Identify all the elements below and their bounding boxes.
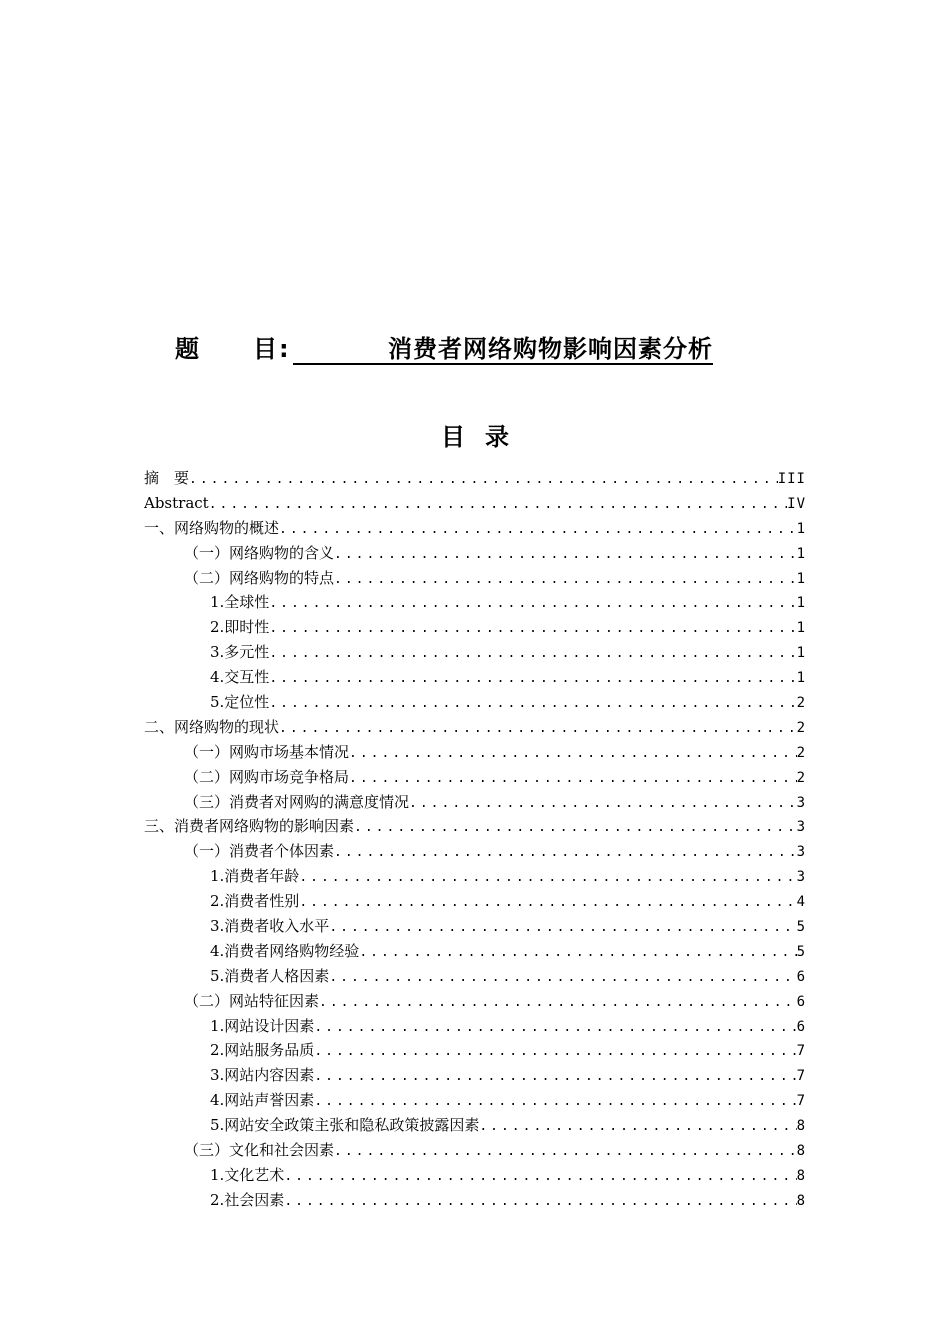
toc-entry-label: 4.交互性 (210, 668, 270, 687)
toc-entry-label: 1.文化艺术 (210, 1165, 285, 1184)
toc-entry-page-number: IV (787, 495, 806, 512)
table-of-contents (144, 466, 806, 1213)
toc-entry-page-number: 6 (796, 1018, 806, 1035)
toc-dot-leader (189, 468, 778, 491)
toc-entry[interactable] (144, 864, 806, 889)
toc-entry-label: 摘 要 (144, 469, 190, 487)
toc-entry[interactable] (144, 1163, 806, 1188)
toc-entry-page-number: 1 (796, 645, 806, 662)
toc-entry-label: （二）网络购物的特点 (184, 568, 335, 587)
toc-dot-leader (479, 1115, 796, 1138)
toc-entry-label: 3.网站内容因素 (210, 1066, 315, 1085)
toc-entry-label: 4.消费者网络购物经验 (210, 941, 360, 960)
toc-entry[interactable] (144, 1088, 806, 1113)
toc-dot-leader (409, 792, 797, 815)
toc-entry-page-number: III (777, 471, 806, 487)
toc-entry-page-number: 5 (796, 943, 806, 960)
toc-dot-leader (354, 816, 797, 839)
toc-entry[interactable] (144, 615, 806, 640)
toc-entry[interactable] (144, 715, 806, 740)
toc-dot-leader (319, 991, 797, 1014)
toc-dot-leader (269, 592, 796, 615)
toc-entry-page-number: 8 (796, 1118, 806, 1135)
toc-dot-leader (269, 692, 796, 715)
toc-dot-leader (349, 767, 797, 790)
toc-entry[interactable] (144, 765, 806, 790)
toc-entry-label: 5.消费者人格因素 (210, 966, 330, 985)
toc-entry[interactable] (144, 939, 806, 964)
toc-entry[interactable] (144, 814, 806, 839)
toc-entry-page-number: 1 (796, 670, 806, 687)
toc-entry[interactable] (144, 964, 806, 989)
toc-entry[interactable] (144, 466, 806, 491)
toc-entry-page-number: 1 (796, 620, 806, 637)
toc-entry-page-number: 3 (796, 819, 806, 836)
toc-entry-label: 2.消费者性别 (210, 892, 300, 911)
toc-entry[interactable] (144, 640, 806, 665)
toc-entry-label: （一）网购市场基本情况 (184, 742, 350, 761)
toc-entry-label: 3.消费者收入水平 (210, 917, 330, 936)
toc-entry-label: Abstract (144, 493, 209, 512)
toc-entry[interactable] (144, 839, 806, 864)
toc-entry-label: 3.多元性 (210, 643, 270, 662)
toc-entry-page-number: 3 (796, 794, 806, 811)
toc-entry-page-number: 4 (796, 894, 806, 911)
title-label-part-b: 目: (253, 335, 291, 363)
toc-entry-page-number: 2 (796, 744, 806, 761)
toc-entry-page-number: 1 (796, 595, 806, 612)
toc-entry[interactable] (144, 590, 806, 615)
toc-dot-leader (349, 742, 797, 765)
toc-dot-leader (284, 1190, 796, 1213)
toc-entry-page-number: 6 (796, 993, 806, 1010)
toc-entry-label: 1.网站设计因素 (210, 1016, 315, 1035)
toc-dot-leader (314, 1016, 796, 1039)
thesis-title-line (175, 332, 713, 366)
toc-dot-leader (269, 667, 796, 690)
toc-entry-label: （一）网络购物的含义 (184, 543, 335, 562)
toc-entry[interactable] (144, 516, 806, 541)
toc-dot-leader (299, 866, 796, 889)
toc-dot-leader (279, 518, 797, 541)
toc-dot-leader (269, 617, 796, 640)
toc-entry-label: 4.网站声誉因素 (210, 1091, 315, 1110)
toc-entry[interactable] (144, 541, 806, 566)
toc-entry-label: （二）网购市场竞争格局 (184, 767, 350, 786)
toc-entry[interactable] (144, 1188, 806, 1213)
toc-entry-page-number: 6 (796, 968, 806, 985)
toc-entry-label: 二、网络购物的现状 (144, 717, 280, 736)
toc-entry-label: 5.定位性 (210, 693, 270, 712)
toc-entry[interactable] (144, 491, 806, 516)
toc-dot-leader (334, 841, 797, 864)
toc-entry-label: 1.全球性 (210, 593, 270, 612)
toc-dot-leader (284, 1165, 796, 1188)
toc-entry[interactable] (144, 1014, 806, 1039)
thesis-title-label (175, 332, 293, 366)
toc-dot-leader (279, 717, 797, 740)
toc-dot-leader (314, 1065, 796, 1088)
toc-dot-leader (299, 891, 796, 914)
toc-entry-page-number: 2 (796, 719, 806, 736)
toc-entry-page-number: 3 (796, 869, 806, 886)
toc-entry[interactable] (144, 989, 806, 1014)
toc-entry-label: 2.社会因素 (210, 1190, 285, 1209)
toc-dot-leader (314, 1040, 796, 1063)
toc-heading: 目录 (441, 423, 529, 451)
toc-entry-page-number: 7 (796, 1068, 806, 1085)
title-label-part-a: 题 (175, 335, 201, 363)
toc-entry[interactable] (144, 740, 806, 765)
toc-dot-leader (329, 916, 796, 939)
toc-entry[interactable] (144, 1113, 806, 1138)
toc-entry-page-number: 8 (796, 1167, 806, 1184)
toc-entry-label: （二）网站特征因素 (184, 991, 320, 1010)
toc-entry-page-number: 2 (796, 695, 806, 712)
toc-entry-page-number: 1 (796, 570, 806, 587)
toc-entry-label: （三）文化和社会因素 (184, 1141, 335, 1160)
toc-entry[interactable] (144, 1038, 806, 1063)
toc-entry[interactable] (144, 665, 806, 690)
toc-entry-page-number: 1 (796, 520, 806, 537)
toc-entry[interactable] (144, 790, 806, 815)
toc-entry[interactable] (144, 914, 806, 939)
toc-entry-label: （三）消费者对网购的满意度情况 (184, 792, 410, 811)
toc-dot-leader (334, 568, 797, 591)
toc-entry[interactable] (144, 889, 806, 914)
toc-entry-label: 2.网站服务品质 (210, 1041, 315, 1060)
toc-entry[interactable] (144, 566, 806, 591)
toc-entry-label: 一、网络购物的概述 (144, 518, 280, 537)
toc-dot-leader (359, 941, 796, 964)
toc-entry-page-number: 8 (796, 1143, 806, 1160)
toc-entry-page-number: 7 (796, 1043, 806, 1060)
toc-entry-page-number: 7 (796, 1093, 806, 1110)
toc-entry-label: 5.网站安全政策主张和隐私政策披露因素 (210, 1116, 480, 1135)
toc-entry-page-number: 2 (796, 769, 806, 786)
toc-entry[interactable] (144, 690, 806, 715)
toc-dot-leader (314, 1090, 796, 1113)
toc-entry[interactable] (144, 1138, 806, 1163)
toc-entry-label: 2.即时性 (210, 618, 270, 637)
toc-entry-label: 1.消费者年龄 (210, 867, 300, 886)
toc-entry[interactable] (144, 1063, 806, 1088)
toc-entry-page-number: 1 (796, 545, 806, 562)
toc-entry-label: 三、消费者网络购物的影响因素 (144, 817, 355, 836)
toc-dot-leader (209, 493, 787, 516)
toc-entry-page-number: 5 (796, 919, 806, 936)
toc-entry-page-number: 3 (796, 844, 806, 861)
thesis-title-value: 消费者网络购物影响因素分析 (293, 335, 713, 365)
toc-dot-leader (269, 642, 796, 665)
toc-dot-leader (334, 543, 797, 566)
toc-entry-page-number: 8 (796, 1192, 806, 1209)
toc-dot-leader (334, 1140, 797, 1163)
toc-dot-leader (329, 966, 796, 989)
toc-entry-label: （一）消费者个体因素 (184, 842, 335, 861)
